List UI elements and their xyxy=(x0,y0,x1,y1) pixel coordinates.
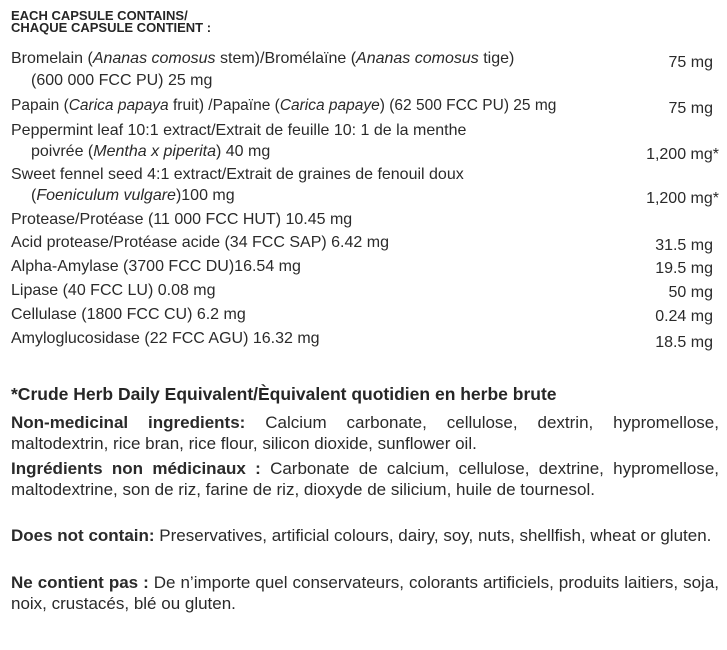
non-medicinal-en-label: Non-medicinal ingredients: xyxy=(11,413,246,432)
ingredient-name-line2: (600 000 FCC PU) 25 mg xyxy=(31,72,213,89)
ingredient-name-line2: (Foeniculum vulgare)100 mg xyxy=(31,187,235,204)
ingredient-name-line1: Protease/Protéase (11 000 FCC HUT) 10.45 mg xyxy=(11,211,353,228)
does-not-contain-en-label: Does not contain: xyxy=(11,526,155,545)
ingredient-amount: 75 mg xyxy=(668,54,713,71)
non-medicinal-fr xyxy=(11,458,719,500)
does-not-contain-fr-label: Ne contient pas : xyxy=(11,573,149,592)
ingredient-name-line1: Sweet fennel seed 4:1 extract/Extrait de graines de fenouil doux xyxy=(11,166,464,183)
ingredient-row-papain xyxy=(11,96,713,118)
ingredient-row-protease xyxy=(11,210,713,230)
ingredient-amount: 1,200 mg* xyxy=(646,146,719,163)
non-medicinal-en xyxy=(11,412,719,454)
ingredient-row-amyloglucosidase xyxy=(11,329,713,351)
ingredient-amount: 75 mg xyxy=(668,100,713,117)
ingredient-amount: 31.5 mg xyxy=(655,237,713,254)
ingredient-name-line1: Lipase (40 FCC LU) 0.08 mg xyxy=(11,282,216,299)
ingredient-amount: 1,200 mg* xyxy=(646,190,719,207)
non-medicinal-en-text: Calcium carbonate, cellulose, dextrin, hypromellose, maltodextrin, rice bran, rice flour, silicon dioxide, sunflower oil. xyxy=(11,413,719,453)
ingredient-name-line1: Bromelain (Ananas comosus stem)/Bromélaïne (Ananas comosus tige) xyxy=(11,50,515,67)
non-medicinal-fr-label: Ingrédients non médicinaux : xyxy=(11,459,261,478)
ingredient-amount: 50 mg xyxy=(668,284,713,301)
capsule-contents-heading xyxy=(11,10,211,34)
non-medicinal-fr-text: Carbonate de calcium, cellulose, dextrine, hypromellose, maltodextrine, son de riz, farine de riz, dioxyde de silicium, huile de tournesol. xyxy=(11,459,719,499)
ingredient-row-fennel xyxy=(11,165,719,207)
ingredient-amount: 19.5 mg xyxy=(655,260,713,277)
ingredient-row-lipase xyxy=(11,281,713,303)
ingredient-row-acid-protease xyxy=(11,233,713,255)
ingredient-name-line1: Cellulase (1800 FCC CU) 6.2 mg xyxy=(11,306,246,323)
ingredient-row-cellulase xyxy=(11,305,713,327)
ingredient-name-line2: poivrée (Mentha x piperita) 40 mg xyxy=(31,143,271,160)
ingredient-row-alpha-amylase xyxy=(11,257,713,279)
ingredient-name-line1: Amyloglucosidase (22 FCC AGU) 16.32 mg xyxy=(11,330,320,347)
does-not-contain-en xyxy=(11,525,719,546)
heading-fr: CHAQUE CAPSULE CONTIENT : xyxy=(11,20,212,35)
ingredient-amount: 0.24 mg xyxy=(655,308,713,325)
ingredient-name-line1: Papain (Carica papaya fruit) /Papaïne (Carica papaye) (62 500 FCC PU) 25 mg xyxy=(11,97,557,114)
ingredient-row-peppermint xyxy=(11,121,719,163)
does-not-contain-en-text: Preservatives, artificial colours, dairy, soy, nuts, shellfish, wheat or gluten. xyxy=(154,526,712,545)
ingredient-name-line1: Acid protease/Protéase acide (34 FCC SAP) 6.42 mg xyxy=(11,234,389,251)
does-not-contain-fr-text: De n’importe quel conservateurs, colorants artificiels, produits laitiers, soja, noix, crustacés, blé ou gluten. xyxy=(11,573,720,613)
ingredient-name-line1: Alpha-Amylase (3700 FCC DU)16.54 mg xyxy=(11,258,301,275)
ingredient-amount: 18.5 mg xyxy=(655,334,713,351)
crude-herb-footnote: *Crude Herb Daily Equivalent/Èquivalent quotidien en herbe brute xyxy=(11,384,557,404)
ingredient-row-bromelain xyxy=(11,49,713,89)
heading-en: EACH CAPSULE CONTAINS/ xyxy=(11,8,188,23)
ingredient-name-line1: Peppermint leaf 10:1 extract/Extrait de feuille 10: 1 de la menthe xyxy=(11,122,467,139)
does-not-contain-fr xyxy=(11,572,719,614)
